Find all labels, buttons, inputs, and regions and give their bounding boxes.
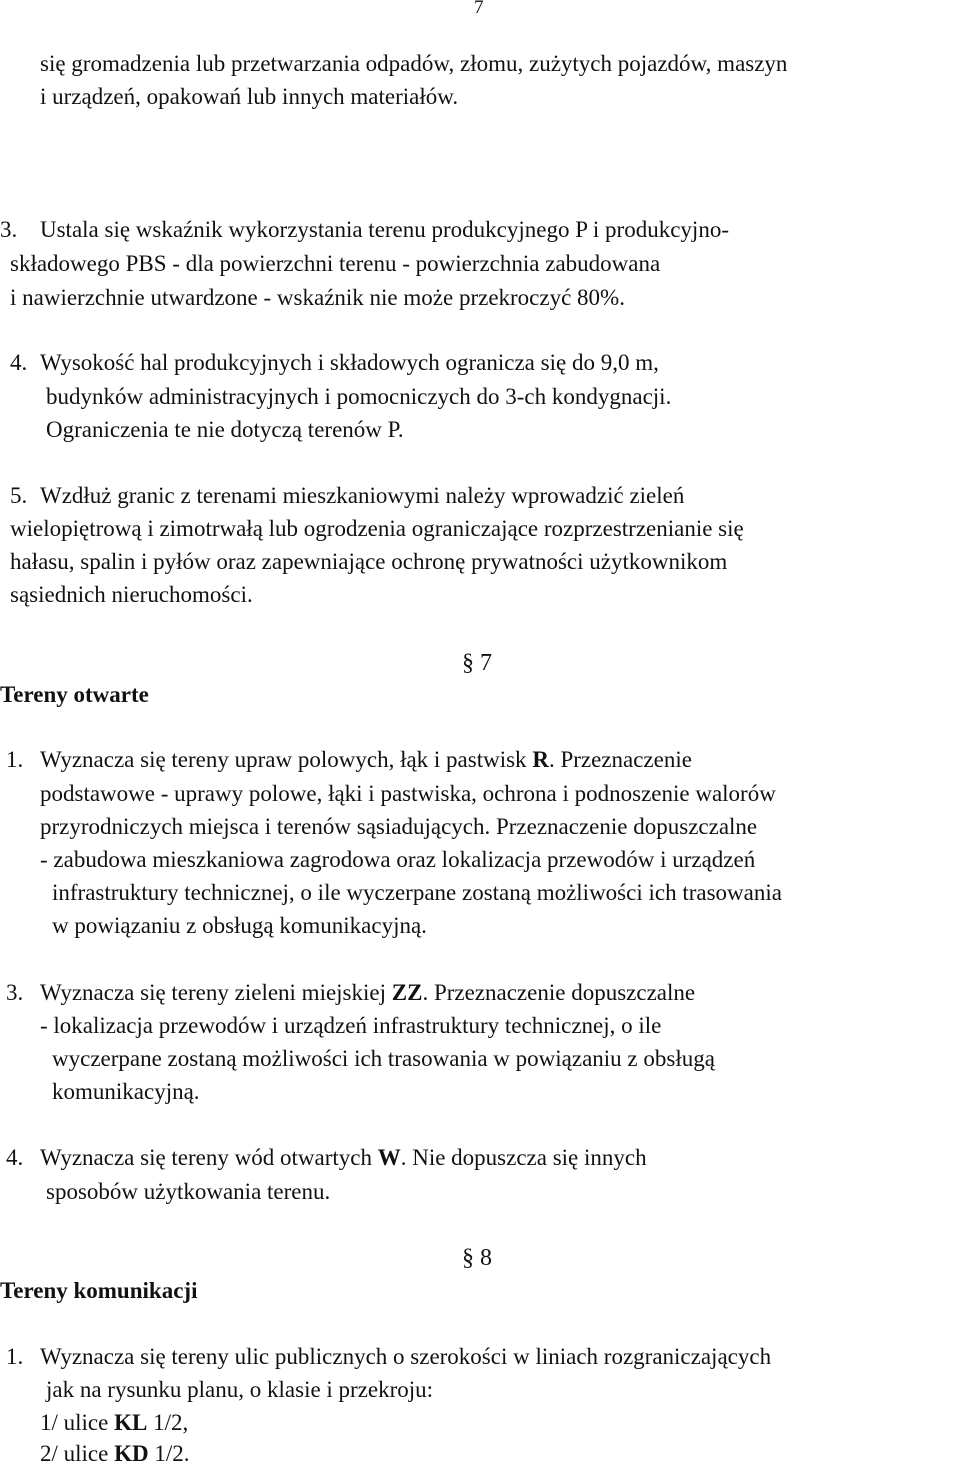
- text-line: [40, 746, 692, 774]
- road-class-code: KD: [114, 1441, 149, 1466]
- text-line: infrastruktury technicznej, o ile wyczerpane zostaną możliwości ich trasowania: [52, 880, 782, 905]
- text-segment: Wyznacza się tereny zieleni miejskiej: [40, 980, 392, 1005]
- item-number: 1.: [6, 1344, 24, 1369]
- item-number: 3.: [6, 980, 24, 1005]
- item-number: 5.: [10, 483, 28, 508]
- item-number: 3.: [0, 217, 18, 242]
- text-line: Wzdłuż granic z terenami mieszkaniowymi należy wprowadzić zieleń: [40, 483, 685, 508]
- page-number: 7: [474, 0, 484, 18]
- text-line: podstawowe - uprawy polowe, łąki i pastwiska, ochrona i podnoszenie walorów: [40, 781, 776, 806]
- zone-code: R: [532, 747, 549, 772]
- text-line: [40, 1440, 189, 1468]
- text-segment: 1/2.: [148, 1441, 190, 1466]
- text-line: się gromadzenia lub przetwarzania odpadów, złomu, zużytych pojazdów, maszyn: [40, 51, 788, 76]
- text-segment: 2/ ulice: [40, 1441, 115, 1466]
- text-line: składowego PBS - dla powierzchni terenu - powierzchnia zabudowana: [10, 251, 661, 276]
- text-line: i nawierzchnie utwardzone - wskaźnik nie może przekroczyć 80%.: [10, 285, 625, 310]
- text-line: Wyznacza się tereny ulic publicznych o szerokości w liniach rozgraniczających: [40, 1344, 772, 1369]
- text-line: w powiązaniu z obsługą komunikacyjną.: [52, 913, 427, 938]
- text-line: [40, 1144, 647, 1172]
- section-8-title: Tereny komunikacji: [0, 1278, 198, 1303]
- text-segment: . Przeznaczenie: [548, 747, 692, 772]
- text-line: wielopiętrową i zimotrwałą lub ogrodzenia ograniczające rozprzestrzenianie się: [10, 516, 744, 541]
- text-line: Ustala się wskaźnik wykorzystania terenu produkcyjnego P i produkcyjno-: [40, 217, 729, 242]
- text-segment: . Nie dopuszcza się innych: [400, 1145, 647, 1170]
- section-8-paragraph-mark: § 8: [462, 1245, 492, 1271]
- section-7-paragraph-mark: § 7: [462, 650, 492, 676]
- text-line: jak na rysunku planu, o klasie i przekroju:: [46, 1377, 434, 1402]
- text-line: budynków administracyjnych i pomocniczych do 3-ch kondygnacji.: [46, 384, 672, 409]
- text-line: komunikacyjną.: [52, 1079, 200, 1104]
- text-line: Ograniczenia te nie dotyczą terenów P.: [46, 417, 404, 442]
- text-line: Wysokość hal produkcyjnych i składowych ogranicza się do 9,0 m,: [40, 350, 659, 375]
- text-segment: Wyznacza się tereny wód otwartych: [40, 1145, 378, 1170]
- item-number: 4.: [6, 1145, 24, 1170]
- zone-code: W: [377, 1145, 401, 1170]
- section-7-title: Tereny otwarte: [0, 682, 149, 707]
- item-number: 4.: [10, 350, 28, 375]
- text-line: [40, 979, 695, 1007]
- text-line: wyczerpane zostaną możliwości ich trasowania w powiązaniu z obsługą: [52, 1046, 715, 1071]
- text-line: sposobów użytkowania terenu.: [46, 1179, 331, 1204]
- text-segment: 1/ ulice: [40, 1410, 115, 1435]
- road-class-code: KL: [114, 1410, 148, 1435]
- text-line: hałasu, spalin i pyłów oraz zapewniające ochronę prywatności użytkownikom: [10, 549, 728, 574]
- item-number: 1.: [6, 747, 24, 772]
- text-line: - lokalizacja przewodów i urządzeń infrastruktury technicznej, o ile: [40, 1013, 662, 1038]
- text-segment: . Przeznaczenie dopuszczalne: [422, 980, 696, 1005]
- text-line: przyrodniczych miejsca i terenów sąsiadujących. Przeznaczenie dopuszczalne: [40, 814, 758, 839]
- text-segment: Wyznacza się tereny upraw polowych, łąk i pastwisk: [40, 747, 533, 772]
- text-line: i urządzeń, opakowań lub innych materiałów.: [40, 84, 459, 109]
- text-line: - zabudowa mieszkaniowa zagrodowa oraz lokalizacja przewodów i urządzeń: [40, 847, 756, 872]
- text-segment: 1/2,: [147, 1410, 189, 1435]
- text-line: sąsiednich nieruchomości.: [10, 582, 253, 607]
- zone-code: ZZ: [391, 980, 423, 1005]
- text-line: [40, 1409, 188, 1437]
